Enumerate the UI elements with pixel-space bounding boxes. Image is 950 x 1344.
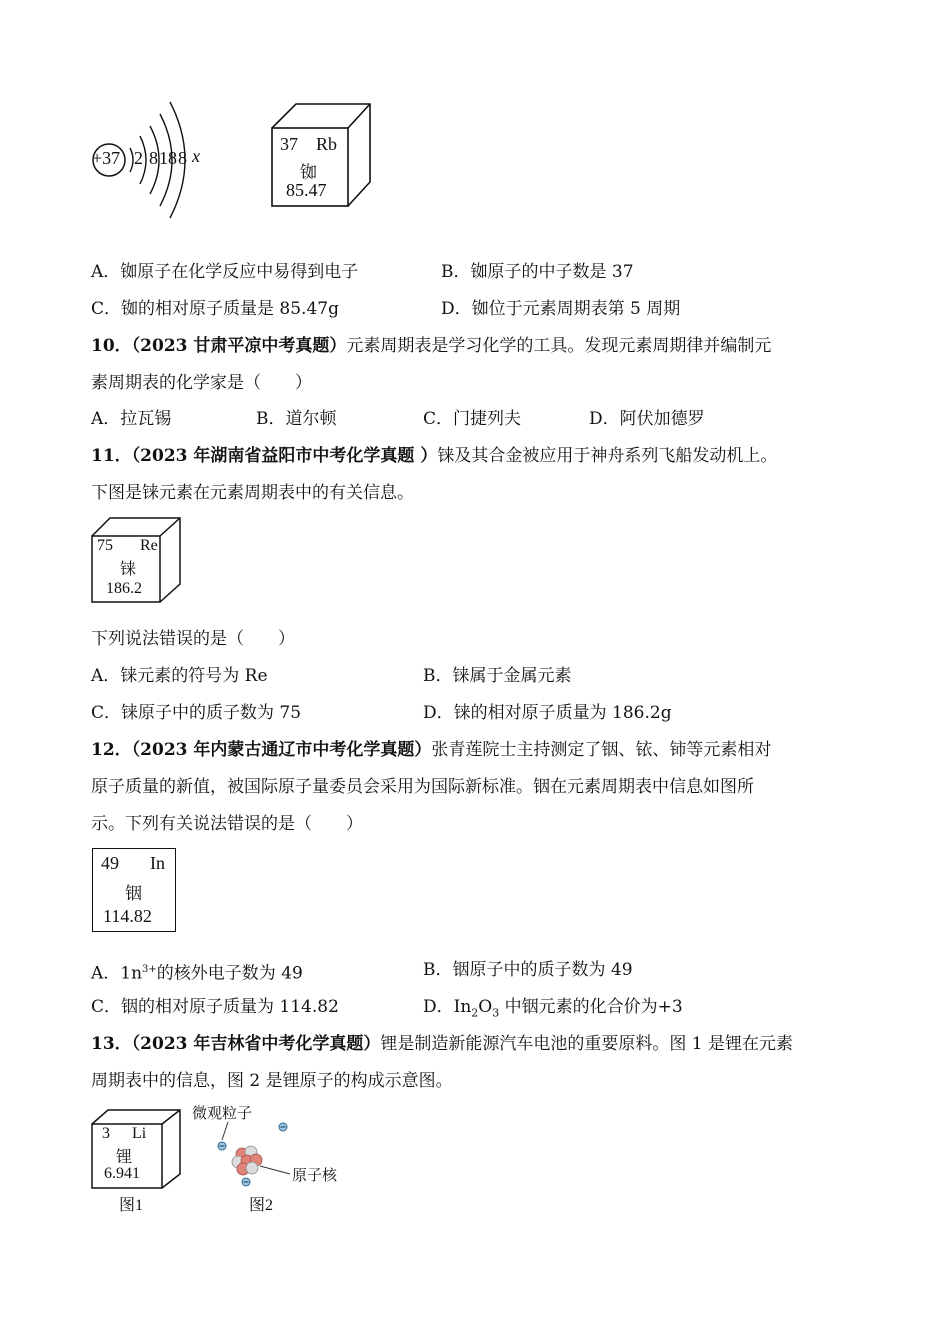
q13-source: （2023 年吉林省中考化学真题） xyxy=(131,1034,381,1054)
li-mass: 6.941 xyxy=(104,1165,140,1182)
rb-atom-structure-diagram xyxy=(88,96,238,226)
q11-option-b[interactable]: B．铼属于金属元素 xyxy=(423,666,572,686)
electron-icon xyxy=(242,1178,250,1186)
q11-question: 下列说法错误的是（ ） xyxy=(91,629,295,649)
q9-option-b[interactable]: B．铷原子的中子数是 37 xyxy=(441,262,634,282)
shell-5-electrons: x xyxy=(192,146,200,166)
in-element-box xyxy=(92,848,176,932)
q13-number: 13． xyxy=(91,1034,132,1054)
q13-text: 锂是制造新能源汽车电池的重要原料。图 1 是锂在元素 xyxy=(380,1034,794,1054)
q11-stem-line1 xyxy=(91,444,777,468)
in-name: 铟 xyxy=(125,884,142,903)
rb-atomic-number: 37 xyxy=(280,134,298,154)
electron-icon xyxy=(218,1142,226,1150)
q11-option-a[interactable]: A．铼元素的符号为 Re xyxy=(91,666,268,686)
q11-option-c[interactable]: C．铼原子中的质子数为 75 xyxy=(91,703,302,723)
q9-option-d[interactable]: D．铷位于元素周期表第 5 周期 xyxy=(441,299,681,319)
rb-name: 铷 xyxy=(300,163,317,182)
q10-option-d[interactable]: D．阿伏加德罗 xyxy=(589,409,705,429)
in-mass: 114.82 xyxy=(103,906,152,926)
q11-option-d[interactable]: D．铼的相对原子质量为 186.2g xyxy=(423,703,672,723)
q10-text: 元素周期表是学习化学的工具。发现元素周期律并编制元 xyxy=(346,336,772,356)
q12-option-b[interactable]: B．铟原子中的质子数为 49 xyxy=(423,960,633,980)
q12-option-c[interactable]: C．铟的相对原子质量为 114.82 xyxy=(91,997,339,1017)
q12-text: 张青莲院士主持测定了铟、铱、铈等元素相对 xyxy=(431,740,772,760)
q11-stem-line2: 下图是铼元素在元素周期表中的有关信息。 xyxy=(91,483,414,503)
q11-number: 11． xyxy=(91,446,132,466)
q10-option-c[interactable]: C．门捷列夫 xyxy=(423,409,522,429)
q12-option-d-mid: O xyxy=(478,997,493,1017)
q13-stem-line1 xyxy=(91,1032,793,1056)
q12-number: 12． xyxy=(91,740,132,760)
li-atom-diagram xyxy=(190,1100,360,1218)
q12-stem-line3: 示。下列有关说法错误的是（ ） xyxy=(91,814,363,834)
q11-source: （2023 年湖南省益阳市中考化学真题 ） xyxy=(131,446,438,466)
q12-option-d[interactable] xyxy=(423,995,683,1025)
electron-icon xyxy=(279,1123,287,1131)
q10-option-b[interactable]: B．道尔顿 xyxy=(256,409,337,429)
q9-option-a[interactable]: A．铷原子在化学反应中易得到电子 xyxy=(91,262,359,282)
shell-2-electrons: 8 xyxy=(149,148,158,168)
in-atomic-number: 49 xyxy=(101,853,119,873)
q12-option-d-sub2: 3 xyxy=(492,1006,500,1020)
li-atomic-number: 3 xyxy=(102,1125,110,1142)
q12-option-a-charge: 3+ xyxy=(142,964,157,975)
shell-3-electrons: 18 xyxy=(159,148,177,168)
q13-stem-line2: 周期表中的信息，图 2 是锂原子的构成示意图。 xyxy=(91,1071,453,1091)
q9-option-c[interactable]: C．铷的相对原子质量是 85.47g xyxy=(91,299,339,319)
q10-number: 10． xyxy=(91,336,132,356)
q10-option-a[interactable]: A．拉瓦锡 xyxy=(91,409,172,429)
q12-option-a[interactable] xyxy=(91,958,303,986)
re-symbol: Re xyxy=(140,537,158,554)
li-element-cube xyxy=(90,1108,182,1190)
q12-stem-line1 xyxy=(91,738,771,762)
q12-option-d-post: 中铟元素的化合价为+3 xyxy=(499,997,683,1017)
li-symbol: Li xyxy=(132,1125,147,1142)
q11-text: 铼及其合金被应用于神舟系列飞船发动机上。 xyxy=(437,446,778,466)
rb-mass: 85.47 xyxy=(286,180,327,200)
q10-stem-line2: 素周期表的化学家是（ ） xyxy=(91,373,312,393)
particles-label: 微观粒子 xyxy=(192,1104,253,1122)
q12-option-d-pre: D．In xyxy=(423,997,472,1017)
nucleus-icon xyxy=(232,1146,262,1175)
q12-option-a-pre: A．1n xyxy=(91,963,143,984)
q12-option-d-sub1: 2 xyxy=(471,1006,479,1020)
li-name: 锂 xyxy=(116,1149,133,1166)
re-atomic-number: 75 xyxy=(97,537,113,554)
in-symbol: In xyxy=(150,853,165,873)
re-name: 铼 xyxy=(120,561,137,578)
nucleus-charge: +37 xyxy=(92,148,121,168)
re-mass: 186.2 xyxy=(106,580,142,597)
re-element-cube xyxy=(90,516,182,604)
figure-2-caption: 图2 xyxy=(249,1197,274,1214)
rb-element-cube xyxy=(270,102,374,208)
q12-stem-line2: 原子质量的新值，被国际原子量委员会采用为国际新标准。铟在元素周期表中信息如图所 xyxy=(91,777,754,797)
shell-1-electrons: 2 xyxy=(134,148,143,168)
rb-symbol: Rb xyxy=(316,134,338,154)
nucleus-label: 原子核 xyxy=(292,1166,338,1184)
q12-source: （2023 年内蒙古通辽市中考化学真题） xyxy=(131,740,432,760)
q12-option-a-post: 的核外电子数为 49 xyxy=(156,963,303,984)
q10-stem-line1 xyxy=(91,334,771,358)
figure-1-caption: 图1 xyxy=(119,1197,144,1214)
shell-4-electrons: 8 xyxy=(178,148,187,168)
q10-source: （2023 甘肃平凉中考真题） xyxy=(131,336,347,356)
li-atom-svg xyxy=(190,1100,360,1218)
